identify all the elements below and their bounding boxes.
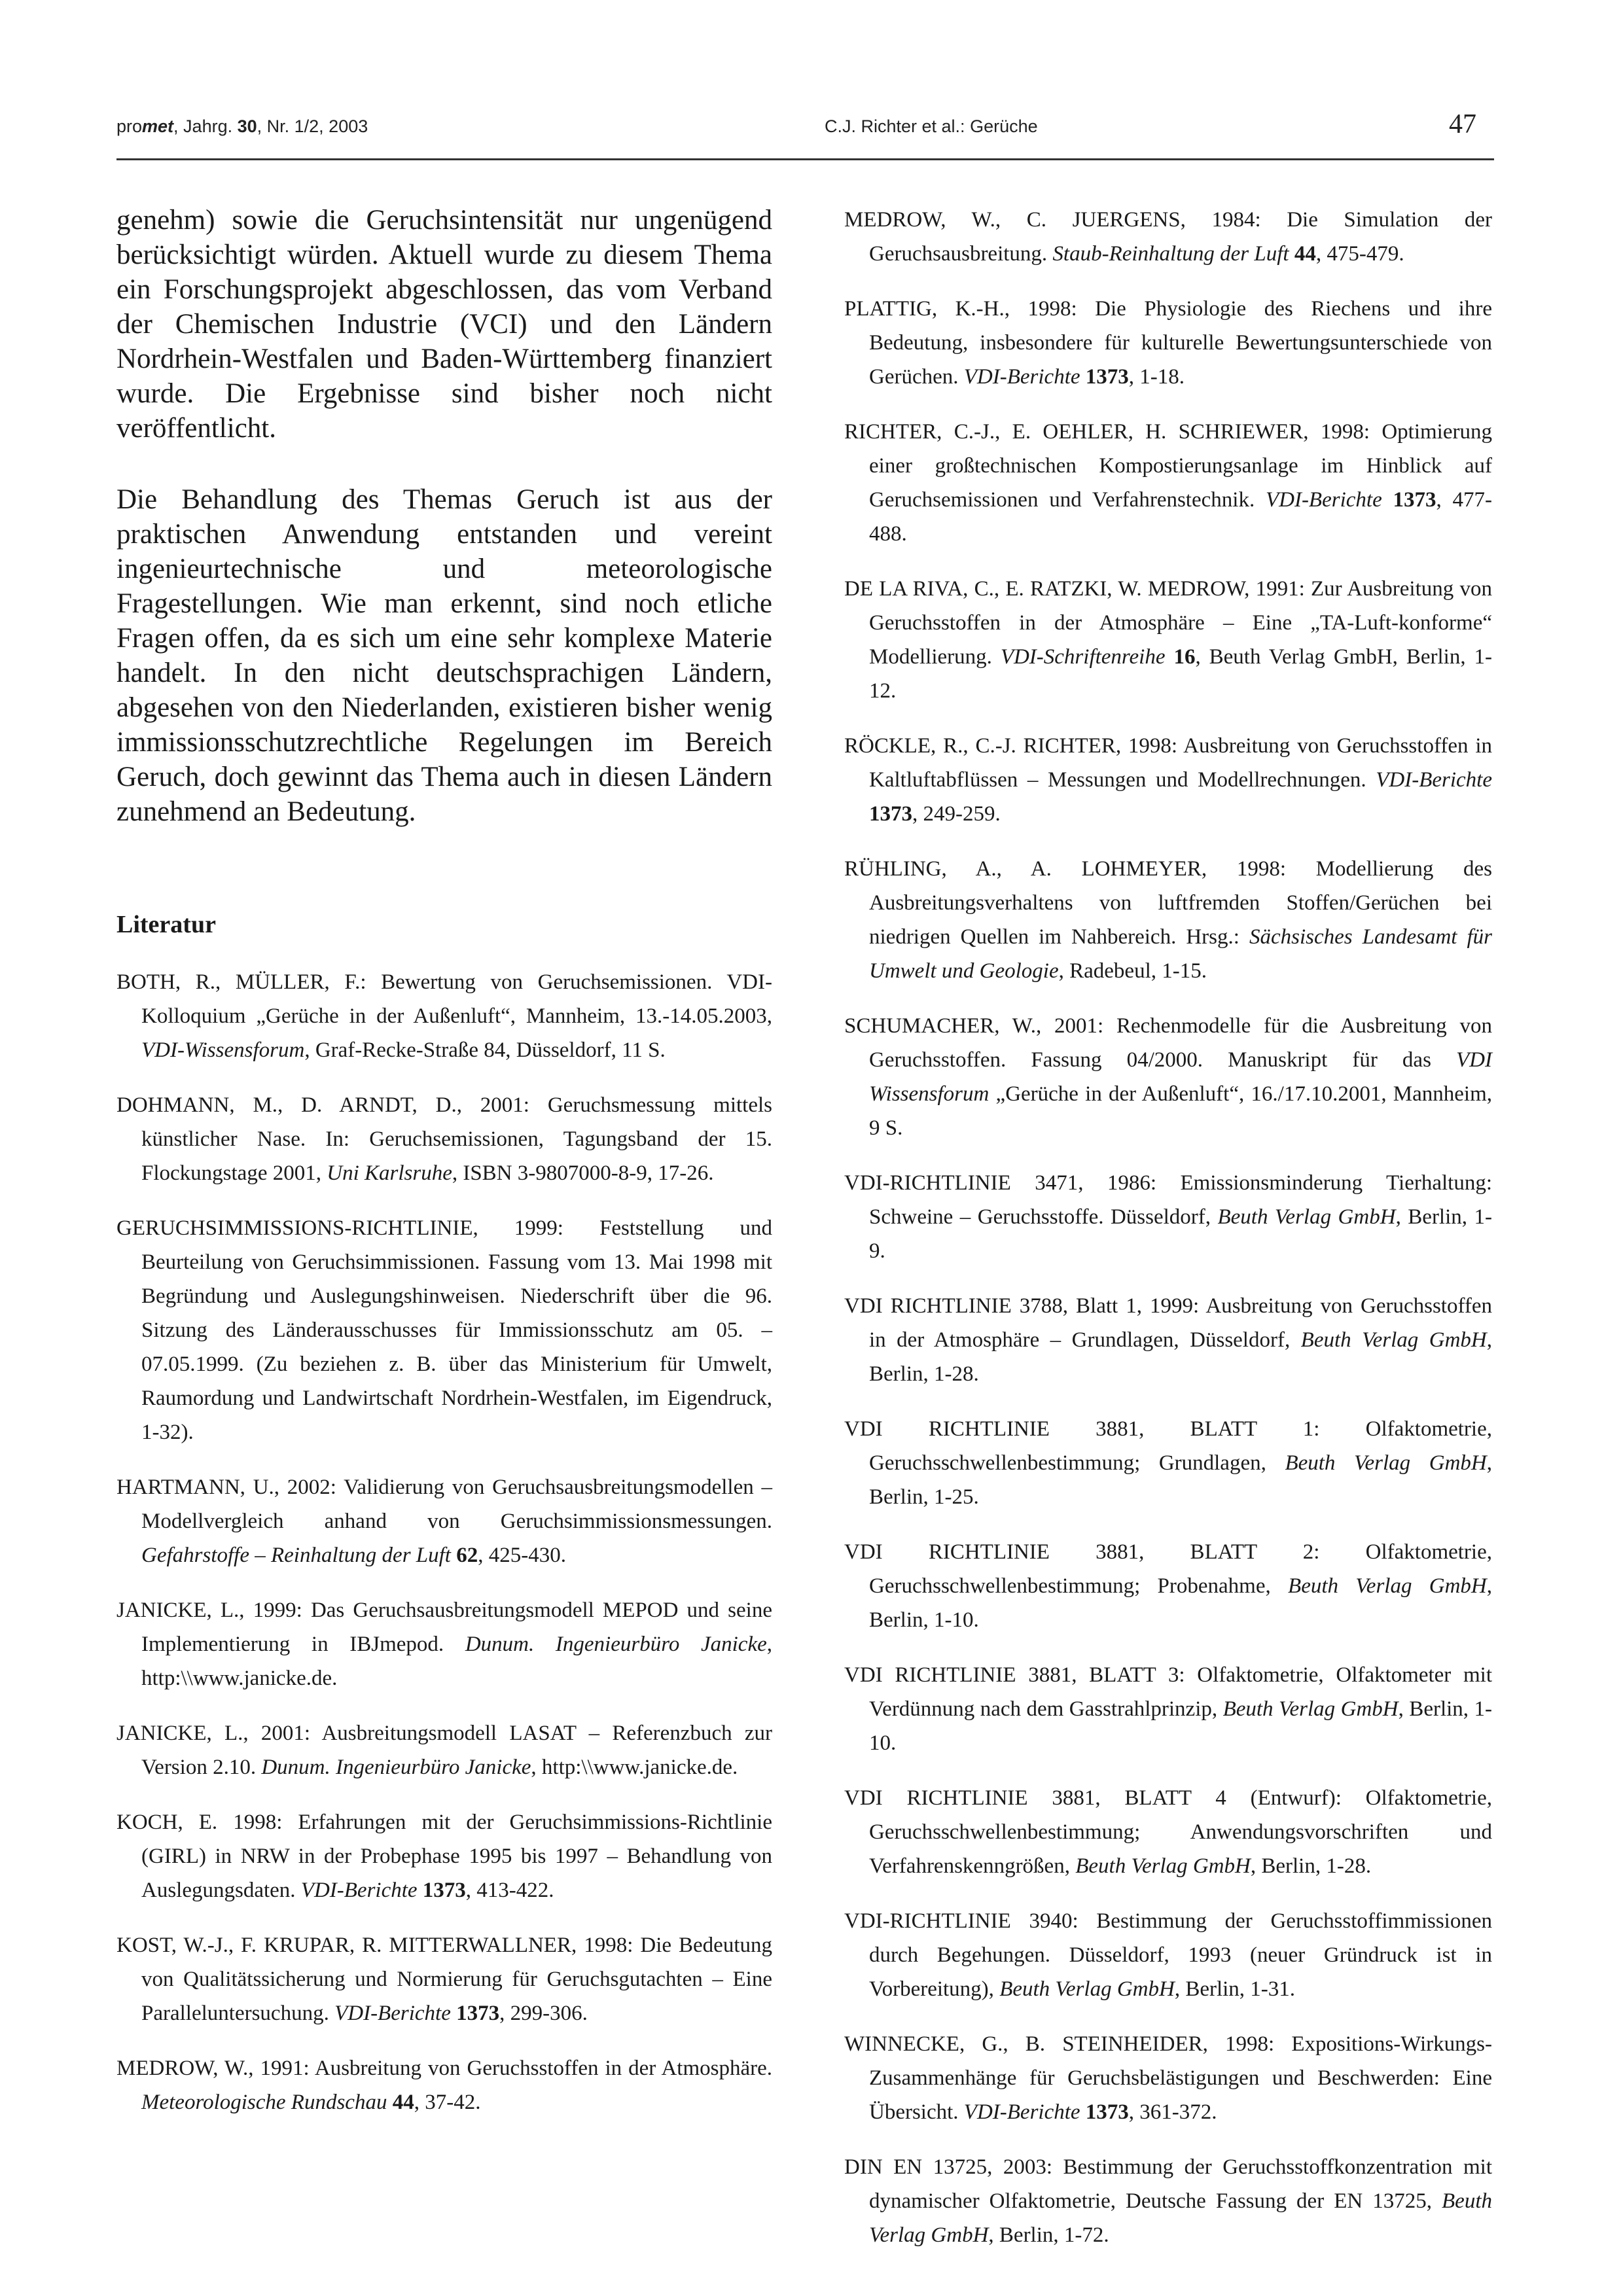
reference-text: DE LA RIVA, C., E. RATZKI, W. MEDROW, 1991: Zur Ausbreitung von Geruchsstoffen in der Atmosphäre – Eine „TA-Luft-konforme“ Modellierung. bbox=[844, 577, 1492, 669]
reference-italic: Beuth Verlag GmbH bbox=[1217, 1205, 1396, 1229]
reference-rest: , Berlin, 1-72. bbox=[988, 2223, 1109, 2247]
reference-list-right bbox=[844, 203, 1492, 2252]
reference-rest: , ISBN 3-9807000-8-9, 17-26. bbox=[452, 1161, 714, 1185]
left-column bbox=[116, 203, 772, 2140]
reference-italic: Sächsisches Landesamt für Umwelt und Geologie bbox=[869, 925, 1492, 983]
reference-rest: , Radebeul, 1-15. bbox=[1058, 959, 1207, 983]
reference-item bbox=[116, 1716, 772, 1784]
reference-item bbox=[844, 1535, 1492, 1637]
reference-text: RICHTER, C.-J., E. OEHLER, H. SCHRIEWER, 1998: Optimierung einer großtechnischen Kompostierungsanlage im Hinblick auf Geruchsemissionen und Verfahrenstechnik. bbox=[844, 420, 1492, 512]
reference-text: GERUCHSIMMISSIONS-RICHTLINIE, 1999: Feststellung und Beurteilung von Geruchsimmissionen. Fassung vom 13. Mai 1998 mit Begründung und Auslegungshinweisen. Niederschrift über die 96. Sitzung des Länderausschusses für Immissionsschutz am 05. – 07.05.1999. (Zu beziehen z. B. über das Ministerium für Umwelt, Raumordung und Landwirtschaft Nordrhein-Westfalen, im Eigendruck, 1-32). bbox=[116, 1216, 772, 1444]
reference-item bbox=[844, 2150, 1492, 2252]
reference-italic: VDI-Berichte bbox=[300, 1879, 418, 1902]
reference-italic: Meteorologische Rundschau bbox=[141, 2091, 387, 2114]
reference-text: VDI RICHTLINIE 3881, BLATT 4 (Entwurf): Olfaktometrie, Geruchsschwellenbestimmung; Anwendungsvorschriften und Verfahrenskenngrößen, bbox=[844, 1786, 1492, 1878]
reference-italic: Beuth Verlag GmbH bbox=[1285, 1451, 1487, 1475]
reference-item bbox=[844, 1781, 1492, 1883]
journal-citation bbox=[116, 116, 368, 137]
reference-rest: , 249-259. bbox=[912, 802, 1001, 826]
reference-italic: Beuth Verlag GmbH bbox=[1300, 1328, 1487, 1352]
reference-bold: 44 bbox=[387, 2091, 414, 2114]
reference-item bbox=[116, 1593, 772, 1695]
reference-italic: Uni Karlsruhe bbox=[327, 1161, 452, 1185]
reference-bold: 1373 bbox=[450, 2002, 500, 2025]
journal-rest: , Jahrg. bbox=[173, 116, 238, 136]
reference-rest: , Graf-Recke-Straße 84, Düsseldorf, 11 S. bbox=[304, 1038, 666, 1062]
reference-item bbox=[844, 203, 1492, 271]
page-number: 47 bbox=[1449, 109, 1476, 139]
section-heading: Literatur bbox=[116, 911, 216, 938]
reference-rest: , Beuth Verlag GmbH, Berlin, 1-12. bbox=[869, 645, 1492, 703]
reference-text: VDI-RICHTLINIE 3471, 1986: Emissionsminderung Tierhaltung: Schweine – Geruchsstoffe. Düsseldorf, bbox=[844, 1171, 1492, 1229]
reference-item bbox=[844, 1904, 1492, 2006]
reference-rest: , Berlin, 1-9. bbox=[869, 1205, 1492, 1263]
reference-bold: 1373 bbox=[1080, 365, 1129, 389]
reference-rest: „Gerüche in der Außenluft“, 16./17.10.2001, Mannheim, 9 S. bbox=[869, 1082, 1492, 1140]
reference-text: MEDROW, W., C. JUERGENS, 1984: Die Simulation der Geruchsausbreitung. bbox=[844, 208, 1492, 266]
reference-rest: , Berlin, 1-25. bbox=[869, 1451, 1492, 1509]
reference-italic: VDI-Berichte bbox=[1376, 768, 1492, 792]
body-paragraph: genehm) sowie die Geruchsintensität nur ungenügend berücksichtigt würden. Aktuell wurde zu diesem Thema ein Forschungsprojekt abgeschlossen, das vom Verband der Chemischen Industrie (VCI) und den Ländern Nordrhein-Westfalen und Baden-Württemberg finanziert wurde. Die Ergebnisse sind bisher noch nicht veröffentlicht. bbox=[116, 205, 772, 444]
reference-list-left bbox=[116, 965, 772, 2119]
reference-text: JANICKE, L., 2001: Ausbreitungsmodell LASAT – Referenzbuch zur Version 2.10. bbox=[116, 1722, 772, 1779]
reference-item bbox=[116, 2051, 772, 2119]
reference-rest: , 477-488. bbox=[869, 488, 1493, 546]
reference-item bbox=[844, 1009, 1492, 1145]
reference-text: HARTMANN, U., 2002: Validierung von Geruchsausbreitungsmodellen – Modellvergleich anhand von Geruchsimmissionsmessungen. bbox=[116, 1475, 772, 1533]
reference-text: KOST, W.-J., F. KRUPAR, R. MITTERWALLNER, 1998: Die Bedeutung von Qualitätssicherung und Normierung für Geruchsgutachten – Eine Paralleluntersuchung. bbox=[116, 1934, 772, 2025]
reference-rest: , Berlin, 1-28. bbox=[1250, 1854, 1372, 1878]
reference-rest: , 1-18. bbox=[1128, 365, 1185, 389]
reference-bold: 44 bbox=[1289, 242, 1316, 266]
reference-italic: Dunum. Ingenieurbüro Janicke bbox=[261, 1756, 531, 1779]
reference-bold: 1373 bbox=[417, 1879, 466, 1902]
reference-rest: , 299-306. bbox=[499, 2002, 588, 2025]
reference-italic: Gefahrstoffe – Reinhaltung der Luft bbox=[141, 1544, 451, 1567]
reference-bold: 62 bbox=[450, 1544, 478, 1567]
reference-italic: Dunum. Ingenieurbüro Janicke bbox=[465, 1633, 767, 1656]
header-rule bbox=[116, 158, 1494, 160]
reference-text: PLATTIG, K.-H., 1998: Die Physiologie des Riechens und ihre Bedeutung, insbesondere für kulturelle Bewertungsunterschiede von Gerüchen. bbox=[844, 297, 1492, 389]
reference-text: SCHUMACHER, W., 2001: Rechenmodelle für die Ausbreitung von Geruchsstoffen. Fassung 04/2000. Manuskript für das bbox=[844, 1014, 1492, 1072]
reference-italic: Staub-Reinhaltung der Luft bbox=[1052, 242, 1289, 266]
reference-text: VDI-RICHTLINIE 3940: Bestimmung der Geruchsstoffimmissionen durch Begehungen. Düsseldorf, 1993 (neuer Gründruck ist in Vorbereitung), bbox=[844, 1909, 1492, 2001]
reference-rest: , 413-422. bbox=[465, 1879, 554, 1902]
reference-rest: , 361-372. bbox=[1128, 2100, 1217, 2124]
reference-rest: , Berlin, 1-31. bbox=[1174, 1977, 1296, 2001]
reference-item bbox=[116, 1470, 772, 1572]
running-title: C.J. Richter et al.: Gerüche bbox=[825, 116, 1038, 136]
reference-item bbox=[844, 2027, 1492, 2129]
reference-item bbox=[844, 1412, 1492, 1514]
reference-text: KOCH, E. 1998: Erfahrungen mit der Geruchsimmissions-Richtlinie (GIRL) in NRW in der Probephase 1995 bis 1997 – Behandlung von Auslegungsdaten. bbox=[116, 1810, 772, 1902]
reference-italic: Beuth Verlag GmbH bbox=[1222, 1697, 1399, 1721]
reference-text: RÜHLING, A., A. LOHMEYER, 1998: Modellierung des Ausbreitungsverhaltens von luftfremden Stoffen/Gerüchen bei niedrigen Quellen im Nahbereich. Hrsg.: bbox=[844, 857, 1492, 949]
reference-italic: VDI-Berichte bbox=[1265, 488, 1382, 512]
reference-rest: , Berlin, 1-28. bbox=[869, 1328, 1492, 1386]
reference-text: RÖCKLE, R., C.-J. RICHTER, 1998: Ausbreitung von Geruchsstoffen in Kaltluftabflüssen – Messungen und Modellrechnungen. bbox=[844, 734, 1492, 792]
reference-text: BOTH, R., MÜLLER, F.: Bewertung von Geruchsemissionen. VDI-Kolloquium „Gerüche in der Außenluft“, Mannheim, 13.-14.05.2003, bbox=[116, 970, 772, 1028]
reference-item bbox=[844, 1289, 1492, 1391]
reference-rest: , http:\\www.janicke.de. bbox=[531, 1756, 738, 1779]
journal-prefix: pro bbox=[116, 116, 143, 136]
reference-text: DOHMANN, M., D. ARNDT, D., 2001: Geruchsmessung mittels künstlicher Nase. In: Geruchsemissionen, Tagungsband der 15. Flockungstage 2001, bbox=[116, 1093, 772, 1185]
right-column bbox=[844, 203, 1492, 2273]
reference-text: JANICKE, L., 1999: Das Geruchsausbreitungsmodell MEPOD und seine Implementierung in IBJmepod. bbox=[116, 1598, 772, 1656]
reference-italic: VDI-Wissensforum bbox=[141, 1038, 305, 1062]
reference-item bbox=[116, 1211, 772, 1449]
reference-italic: VDI-Berichte bbox=[334, 2002, 451, 2025]
reference-item bbox=[844, 415, 1492, 551]
journal-emph: met bbox=[142, 116, 174, 136]
reference-italic: VDI Wissensforum bbox=[869, 1048, 1492, 1106]
reference-rest: , Berlin, 1-10. bbox=[869, 1697, 1492, 1755]
reference-text: MEDROW, W., 1991: Ausbreitung von Geruchsstoffen in der Atmosphäre. bbox=[116, 2057, 772, 2080]
reference-text: VDI RICHTLINIE 3788, Blatt 1, 1999: Ausbreitung von Geruchsstoffen in der Atmosphäre – Grundlagen, Düsseldorf, bbox=[844, 1294, 1492, 1352]
reference-italic: Beuth Verlag GmbH bbox=[999, 1977, 1175, 2001]
reference-text: VDI RICHTLINIE 3881, BLATT 3: Olfaktometrie, Olfaktometer mit Verdünnung nach dem Gasstrahlprinzip, bbox=[844, 1663, 1492, 1721]
reference-text: DIN EN 13725, 2003: Bestimmung der Geruchsstoffkonzentration mit dynamischer Olfaktometrie, Deutsche Fassung der EN 13725, bbox=[844, 2155, 1492, 2213]
reference-rest: , Berlin, 1-10. bbox=[869, 1574, 1492, 1632]
reference-text: VDI RICHTLINIE 3881, BLATT 1: Olfaktometrie, Geruchsschwellenbestimmung; Grundlagen, bbox=[844, 1417, 1492, 1475]
reference-item bbox=[844, 292, 1492, 394]
reference-italic: Beuth Verlag GmbH bbox=[869, 2189, 1492, 2247]
reference-italic: Beuth Verlag GmbH bbox=[1075, 1854, 1251, 1878]
reference-item bbox=[116, 1088, 772, 1190]
page-header bbox=[116, 109, 1484, 154]
reference-italic: VDI-Berichte bbox=[963, 2100, 1080, 2124]
reference-italic: Beuth Verlag GmbH bbox=[1288, 1574, 1487, 1598]
reference-item bbox=[844, 1166, 1492, 1268]
reference-bold: 1373 bbox=[869, 802, 912, 826]
reference-item bbox=[844, 729, 1492, 831]
reference-item bbox=[844, 572, 1492, 708]
reference-text: WINNECKE, G., B. STEINHEIDER, 1998: Expositions-Wirkungs-Zusammenhänge für Geruchsbelästigungen und Beschwerden: Eine Übersicht. bbox=[844, 2032, 1492, 2124]
reference-rest: , 37-42. bbox=[414, 2091, 481, 2114]
journal-issue: , Nr. 1/2, 2003 bbox=[257, 116, 368, 136]
reference-text: VDI RICHTLINIE 3881, BLATT 2: Olfaktometrie, Geruchsschwellenbestimmung; Probenahme, bbox=[844, 1540, 1492, 1598]
reference-item bbox=[116, 1805, 772, 1907]
reference-italic: VDI-Berichte bbox=[963, 365, 1080, 389]
reference-rest: , http:\\www.janicke.de. bbox=[141, 1633, 772, 1690]
reference-item bbox=[844, 852, 1492, 988]
reference-bold: 16 bbox=[1165, 645, 1196, 669]
reference-item bbox=[844, 1658, 1492, 1760]
reference-bold: 1373 bbox=[1382, 488, 1436, 512]
reference-bold: 1373 bbox=[1080, 2100, 1129, 2124]
reference-item bbox=[116, 965, 772, 1067]
reference-rest: , 425-430. bbox=[478, 1544, 566, 1567]
body-paragraph: Die Behandlung des Themas Geruch ist aus der praktischen Anwendung entstanden und vereint ingenieurtechnische und meteorologische Fragestellungen. Wie man erkennt, sind noch etliche Fragen offen, da es sich um eine sehr komplexe Materie handelt. In den nicht deutschsprachigen Ländern, abgesehen von den Niederlanden, existieren bisher wenig immissionsschutzrechtliche Regelungen im Bereich Geruch, doch gewinnt das Thema auch in diesen Ländern zunehmend an Bedeutung. bbox=[116, 484, 772, 827]
reference-italic: VDI-Schriftenreihe bbox=[1000, 645, 1166, 669]
journal-volume: 30 bbox=[237, 116, 257, 136]
reference-rest: , 475-479. bbox=[1315, 242, 1404, 266]
reference-item bbox=[116, 1928, 772, 2030]
